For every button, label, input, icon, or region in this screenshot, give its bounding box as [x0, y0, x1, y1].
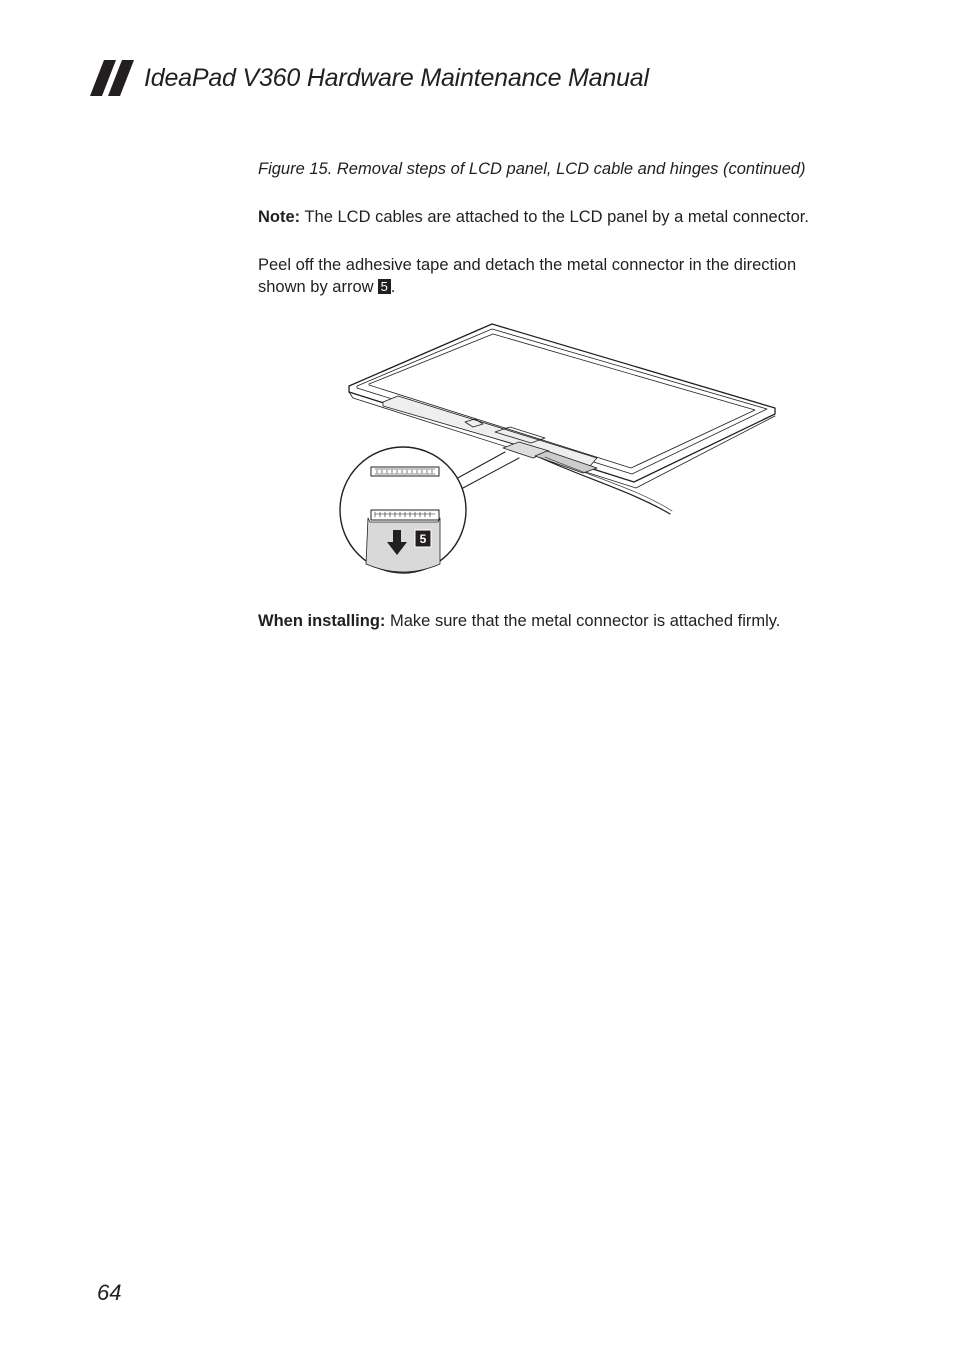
page-number: 64 — [97, 1280, 122, 1305]
lcd-cable — [541, 458, 670, 514]
double-slash-logo-icon — [90, 60, 136, 96]
callout-leader-lines — [454, 452, 519, 488]
instruction-line-2-prefix: shown by arrow — [258, 278, 374, 296]
installing-text: Make sure that the metal connector is attached firmly. — [385, 612, 781, 630]
step-badge-label: 5 — [419, 532, 427, 546]
lcd-connector-figure — [335, 318, 785, 580]
manual-title: IdeaPad V360 Hardware Maintenance Manual — [144, 63, 649, 92]
note-label: Note: — [258, 208, 301, 226]
installing-label: When installing: — [258, 612, 386, 630]
note-text: The LCD cables are attached to the LCD panel by a metal connector. — [300, 208, 809, 226]
main-content — [258, 158, 858, 324]
instruction-line-1: Peel off the adhesive tape and detach the metal connector in the direction — [258, 256, 797, 274]
connector-detail-top — [371, 467, 439, 476]
installing-paragraph — [258, 610, 780, 632]
step-badge-inline: 5 — [378, 279, 391, 294]
instruction-paragraph — [258, 254, 858, 298]
page-header — [90, 58, 649, 98]
figure-caption: Figure 15. Removal steps of LCD panel, LCD cable and hinges (continued) — [258, 160, 806, 178]
instruction-line-2-suffix: . — [390, 278, 396, 296]
note-paragraph — [258, 206, 858, 228]
